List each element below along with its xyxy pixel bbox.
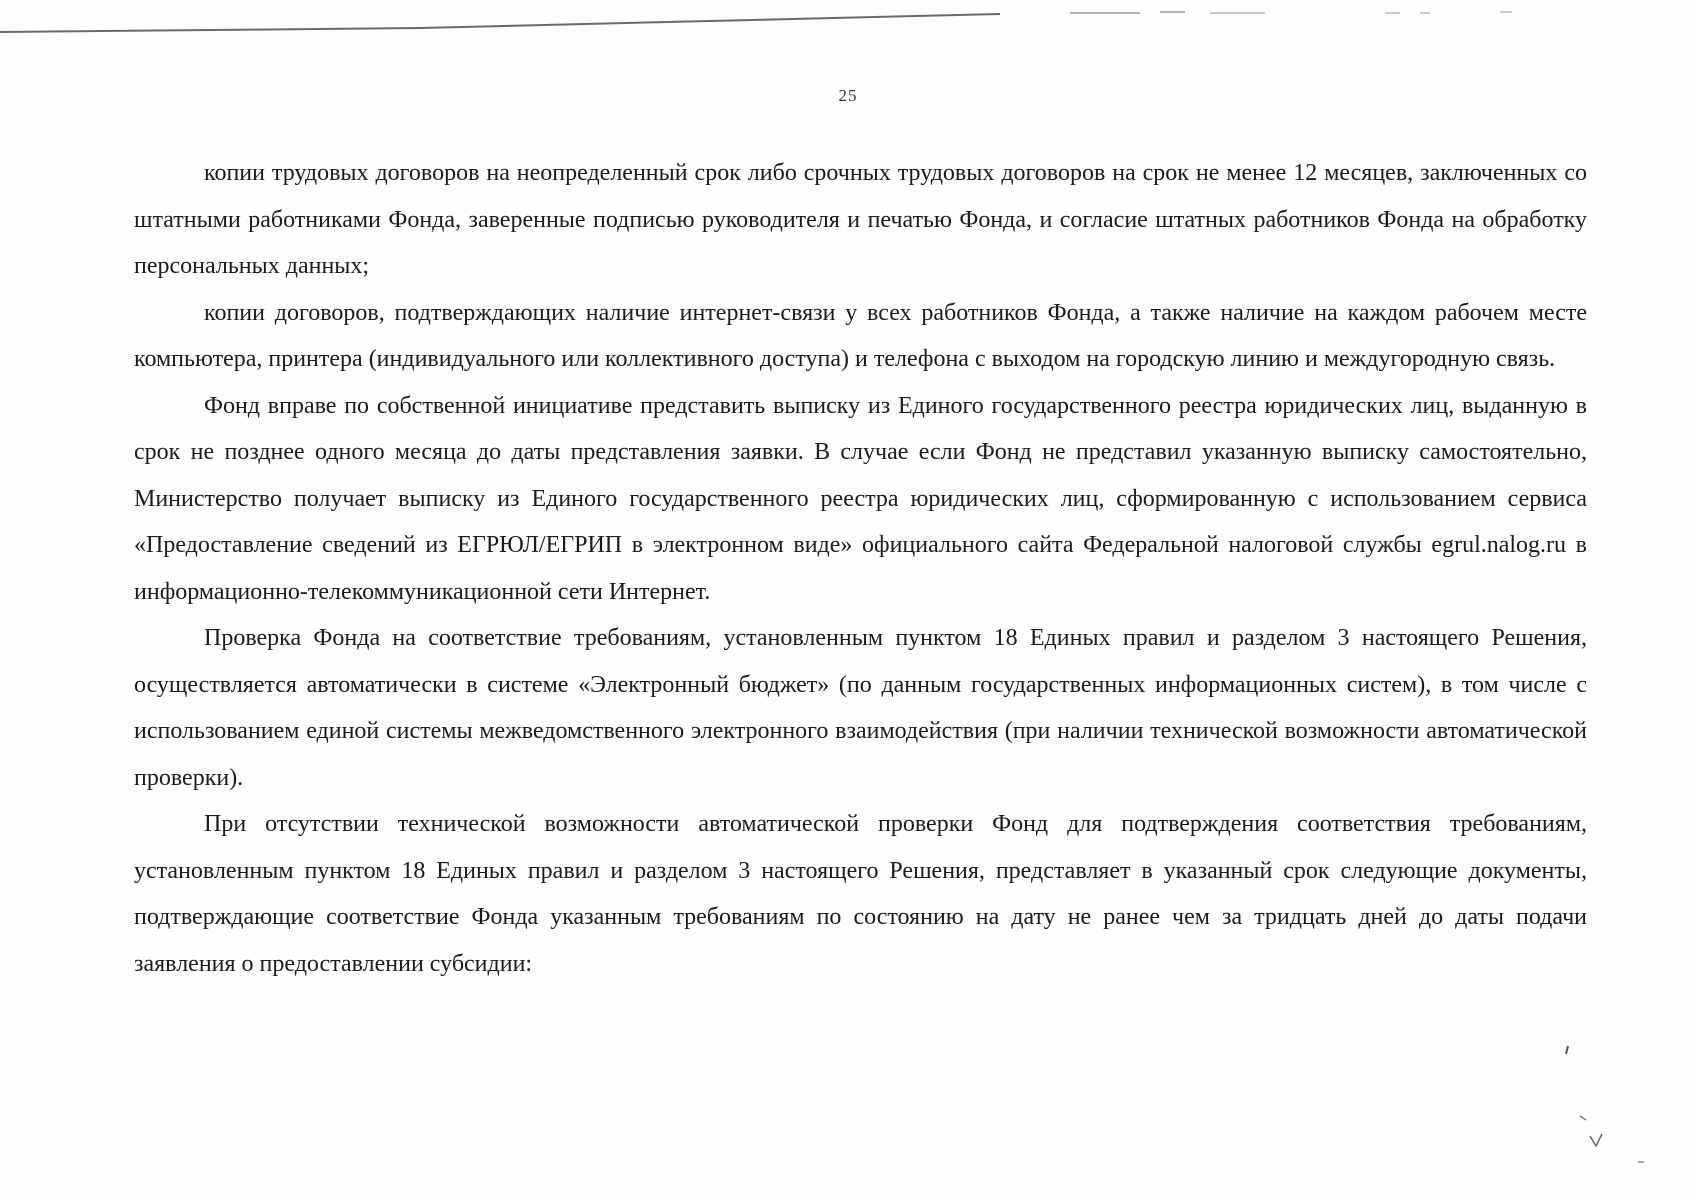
page-number: 25: [838, 86, 858, 105]
paragraph: Фонд вправе по собственной инициативе представить выписку из Единого государственного реестра юридических лиц, выданную в срок не позднее одного месяца до даты представления заявки. В случае если Фонд не представил указанную выписку самостоятельно, Министерство получает выписку из Единого государственного реестра юридических лиц, сформированную с использованием сервиса «Предоставление сведений из ЕГРЮЛ/ЕГРИП в электронном виде» официального сайта Федеральной налоговой службы egrul.nalog.ru в информационно-телекоммуникационной сети Интернет.: [134, 392, 1587, 605]
scan-edge-artifact: [0, 10, 1696, 40]
paragraph: копии договоров, подтверждающих наличие интернет-связи у всех работников Фонда, а также наличие на каждом рабочем месте компьютера, принтера (индивидуального или коллективного доступа) и телефона с выходом на городскую линию и междугородную связь.: [134, 299, 1587, 372]
paragraph: копии трудовых договоров на неопределенный срок либо срочных трудовых договоров на срок не менее 12 месяцев, заключенных со штатными работниками Фонда, заверенные подписью руководителя и печатью Фонда, и согласие штатных работников Фонда на обработку персональных данных;: [134, 160, 1587, 279]
paragraph: Проверка Фонда на соответствие требованиям, установленным пунктом 18 Единых правил и разделом 3 настоящего Решения, осуществляется автоматически в системе «Электронный бюджет» (по данным государственных информационных систем), в том числе с использованием единой системы межведомственного электронного взаимодействия (при наличии технической возможности автоматической проверки).: [134, 625, 1587, 791]
document-body: [134, 150, 1587, 987]
paragraph: При отсутствии технической возможности автоматической проверки Фонд для подтверждения соответствия требованиям, установленным пунктом 18 Единых правил и разделом 3 настоящего Решения, представляет в указанный срок следующие документы, подтверждающие соответствие Фонда указанным требованиям по состоянию на дату не ранее чем за тридцать дней до даты подачи заявления о предоставлении субсидии:: [134, 811, 1587, 977]
